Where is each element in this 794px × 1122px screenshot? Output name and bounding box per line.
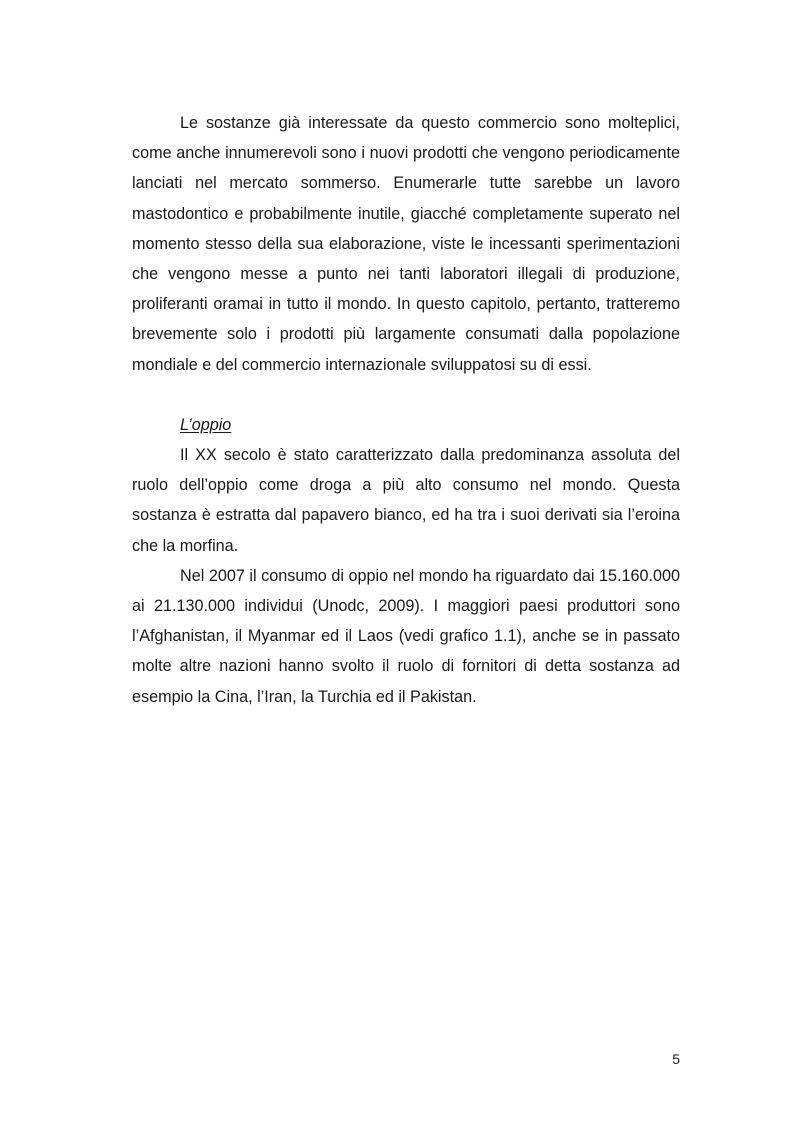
section-paragraph-2: Nel 2007 il consumo di oppio nel mondo ha riguardato dai 15.160.000 ai 21.130.000 individui (Unodc, 2009). I maggiori paesi produttori sono l’Afghanistan, il Myanmar ed il Laos (vedi grafico 1.1), anche se in passato molte altre nazioni hanno svolto il ruolo di fornitori di detta sostanza ad esempio la Cina, l’Iran, la Turchia ed il Pakistan. xyxy=(132,566,680,706)
paragraph-spacer xyxy=(132,380,680,410)
section-paragraph-1: Il XX secolo è stato caratterizzato dalla predominanza assoluta del ruolo dell’oppio come droga a più alto consumo nel mondo. Questa sostanza è estratta dal papavero bianco, ed ha tra i suoi derivati sia l’eroina che la morfina. xyxy=(132,446,680,555)
intro-paragraph: Le sostanze già interessate da questo commercio sono molteplici, come anche innumerevoli sono i nuovi prodotti che vengono periodicamente lanciati nel mercato sommerso. Enumerarle tutte sarebbe un lavoro mastodontico e probabilmente inutile, giacché completamente superato nel momento stesso della sua elaborazione, viste le incessanti sperimentazioni che vengono messe a punto nei tanti laboratori illegali di produzione, proliferanti oramai in tutto il mondo. In questo capitolo, pertanto, tratteremo brevemente solo i prodotti più largamente consumati dalla popolazione mondiale e del commercio internazionale sviluppatosi su di essi. xyxy=(132,114,680,374)
section-heading: L’oppio xyxy=(180,415,232,434)
page-number: 5 xyxy=(672,1051,680,1067)
document-body xyxy=(132,108,680,712)
